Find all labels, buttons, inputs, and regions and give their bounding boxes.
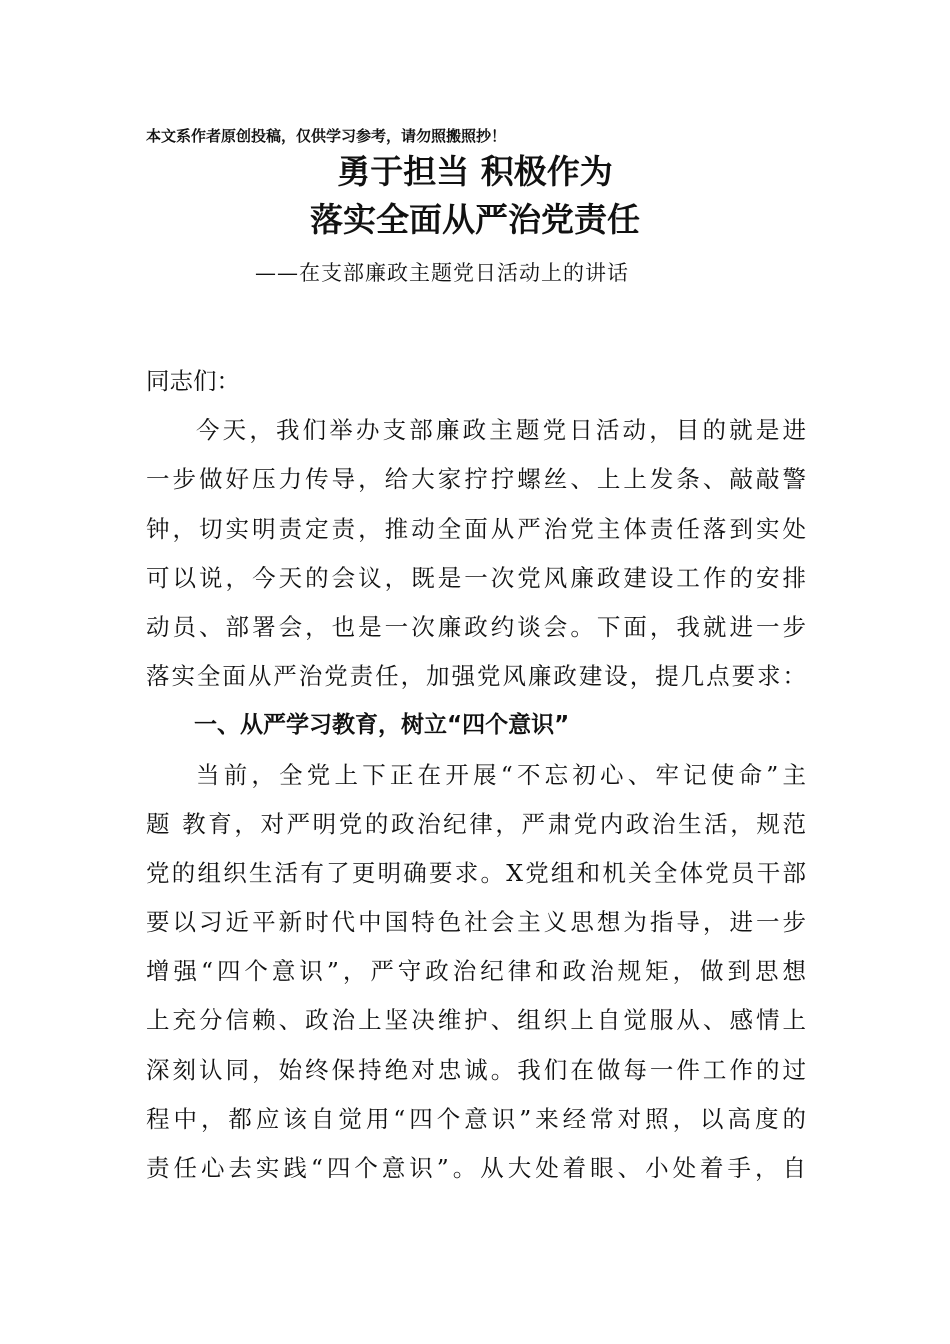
title-line-2: 落实全面从严治党责任 bbox=[310, 200, 640, 239]
section-heading: 一、从严学习教育，树立“四个意识” bbox=[194, 712, 570, 739]
paragraph-line: 题 教育，对严明党的政治纪律，严肃党内政治生活，规范 bbox=[146, 809, 806, 838]
paragraph-line: 党的组织生活有了更明确要求。X党组和机关全体党员干部 bbox=[146, 858, 806, 887]
subtitle: ——在支部廉政主题党日活动上的讲话 bbox=[255, 261, 629, 285]
paragraph-line: 上充分信赖、政治上坚决维护、组织上自觉服从、感情上 bbox=[146, 1006, 806, 1035]
title-line-1: 勇于担当 积极作为 bbox=[337, 152, 613, 191]
paragraph-line: 钟，切实明责定责，推动全面从严治党主体责任落到实处 bbox=[146, 514, 806, 543]
paragraph-line: 落实全面从严治党责任，加强党风廉政建设，提几点要求： bbox=[146, 662, 806, 691]
paragraph-line: 可以说，今天的会议，既是一次党风廉政建设工作的安排 bbox=[146, 563, 806, 592]
paragraph-line: 动员、部署会，也是一次廉政约谈会。下面，我就进一步 bbox=[146, 612, 806, 641]
paragraph-line: 今天，我们举办支部廉政主题党日活动，目的就是进 bbox=[196, 416, 806, 445]
paragraph-line: 要以习近平新时代中国特色社会主义思想为指导，进一步 bbox=[146, 908, 806, 937]
paragraph-line: 当前，全党上下正在开展“不忘初心、牢记使命”主 bbox=[196, 760, 806, 789]
salutation: 同志们： bbox=[146, 367, 240, 395]
paragraph-line: 增强“四个意识”，严守政治纪律和政治规矩，做到思想 bbox=[146, 957, 806, 986]
paragraph-line: 深刻认同，始终保持绝对忠诚。我们在做每一件工作的过 bbox=[146, 1055, 806, 1084]
paragraph-line: 责任心去实践“四个意识”。从大处着眼、小处着手，自 bbox=[146, 1154, 806, 1182]
paragraph-line: 程中，都应该自觉用“四个意识”来经常对照，以高度的 bbox=[146, 1104, 806, 1133]
paragraph-line: 一步做好压力传导，给大家拧拧螺丝、上上发条、敲敲警 bbox=[146, 465, 806, 494]
copyright-notice: 本文系作者原创投稿，仅供学习参考，请勿照搬照抄！ bbox=[146, 127, 507, 145]
speech-body bbox=[146, 357, 806, 1193]
